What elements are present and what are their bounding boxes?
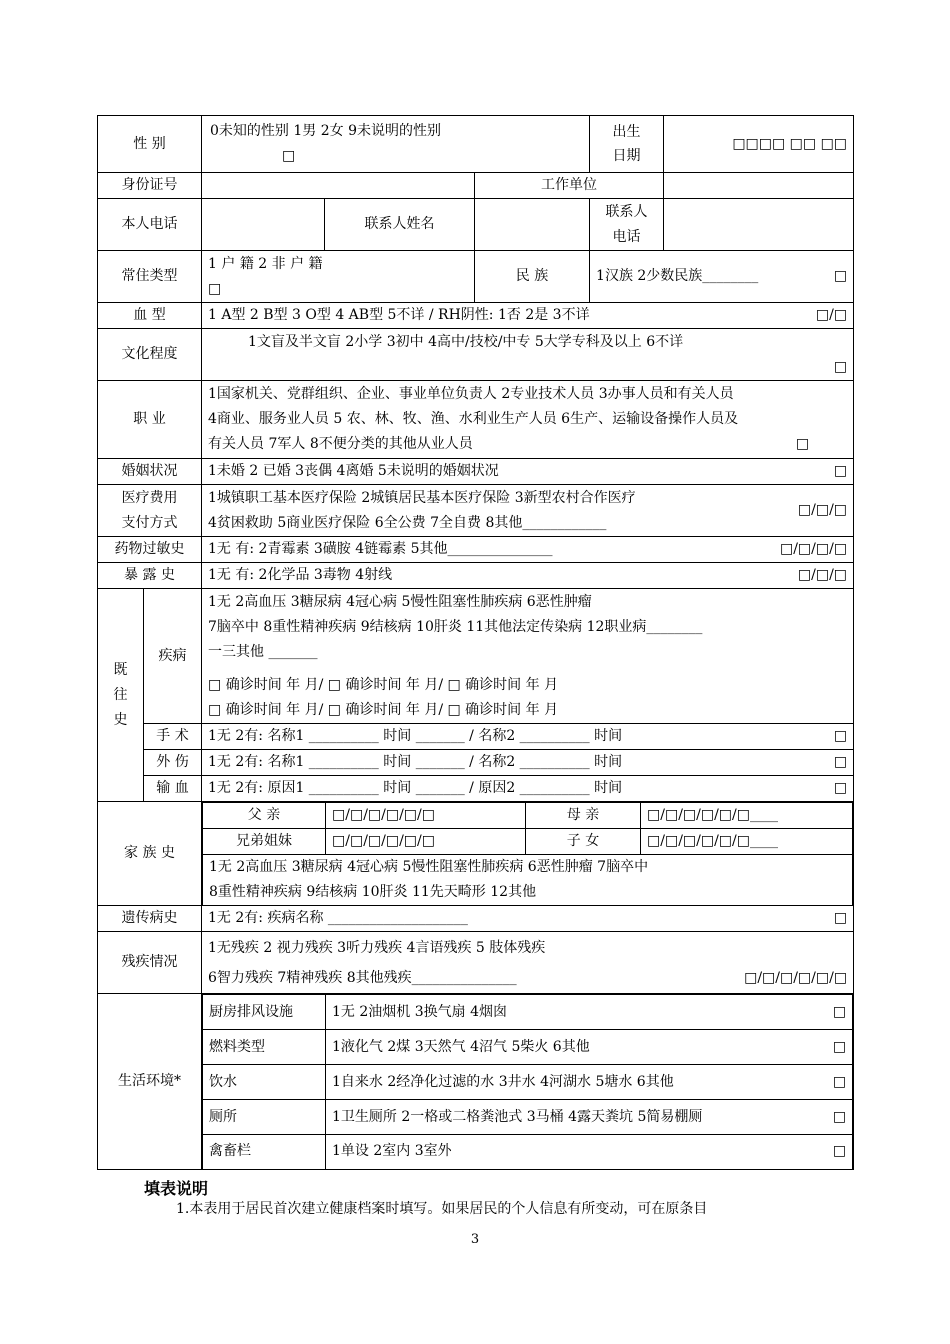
allergy-options: 1无 有: 2青霉素 3磺胺 4链霉素 5其他_______________	[208, 541, 553, 557]
surgery-row	[98, 724, 854, 750]
page-number: 3	[470, 1232, 480, 1247]
history-disease-row	[98, 589, 854, 724]
education-checkbox[interactable]: □	[833, 358, 848, 375]
education-options: 1文盲及半文盲 2小学 3初中 4高中/技校/中专 5大学专科及以上 6不详	[248, 333, 684, 350]
marital-options: 1未婚 2 已婚 3丧偶 4离婚 5未说明的婚姻状况	[208, 463, 499, 479]
injury-checkbox[interactable]: □	[833, 754, 848, 770]
history-label: 既 往 史	[98, 589, 144, 802]
transfusion-row	[98, 776, 854, 802]
blood-options: 1 A型 2 B型 3 O型 4 AB型 5不详 / RH阴性: 1否 2是 3不详	[208, 307, 590, 323]
disease-diagnosis-2[interactable]: □ 确诊时间 年 月/ □ 确诊时间 年 月/ □ 确诊时间 年 月	[208, 701, 559, 718]
genetic-options: 1无 2有: 疾病名称 ____________________	[208, 910, 468, 926]
blood-checkbox[interactable]: □/□	[815, 307, 848, 323]
blood-row	[98, 303, 854, 329]
mother-label: 母 亲	[526, 803, 641, 829]
payment-row: 医疗费用 支付方式 1城镇职工基本医疗保险 2城镇居民基本医疗保险 3新型农村合作医疗 4贫困救助 5商业医疗保险 6全公费 7全自费 8其他____________ □/□/□	[98, 485, 854, 537]
transfusion-checkbox[interactable]: □	[833, 780, 848, 796]
family-options-1: 1无 2高血压 3糖尿病 4冠心病 5慢性阻塞性肺疾病 6恶性肿瘤 7脑卒中	[209, 859, 649, 875]
contact-name-label: 联系人姓名	[325, 199, 475, 251]
ethnic-checkbox[interactable]: □	[833, 268, 848, 284]
surgery-options: 1无 2有: 名称1 __________ 时间 _______ / 名称2 __________ 时间	[208, 728, 623, 744]
notes-title: 填表说明	[144, 1179, 209, 1198]
blood-label: 血 型	[98, 303, 202, 329]
fuel-options: 1液化气 2煤 3天然气 4沼气 5柴火 6其他 □	[326, 1030, 853, 1065]
occupation-line-2: 4商业、服务业人员 5 农、林、牧、渔、水利业生产人员 6生产、运输设备操作人员及	[208, 411, 739, 427]
education-row	[98, 329, 854, 381]
mother-checkboxes[interactable]: □/□/□/□/□/□____	[641, 803, 853, 829]
phone-field[interactable]	[202, 199, 325, 251]
toilet-options: 1卫生厕所 2一格或二格粪池式 3马桶 4露天粪坑 5简易棚厕 □	[326, 1100, 853, 1135]
injury-options: 1无 2有: 名称1 __________ 时间 _______ / 名称2 __________ 时间	[208, 754, 623, 770]
genetic-label: 遗传病史	[98, 906, 202, 932]
disease-label: 疾病	[144, 589, 202, 724]
gender-options: 0未知的性别 1男 2女 9未说明的性别	[210, 123, 441, 139]
residence-label: 常住类型	[98, 251, 202, 303]
father-label: 父 亲	[203, 803, 326, 829]
family-label: 家 族 史	[98, 802, 202, 906]
notes-item-1: 1.本表用于居民首次建立健康档案时填写。如果居民的个人信息有所变动，可在原条目	[176, 1201, 708, 1217]
kitchen-checkbox[interactable]: □	[832, 1003, 847, 1020]
surgery-label: 手 术	[144, 724, 202, 750]
work-unit-field[interactable]	[664, 173, 854, 199]
marital-label: 婚姻状况	[98, 459, 202, 485]
residence-row	[98, 251, 854, 303]
payment-checkbox[interactable]: □/□/□	[797, 502, 848, 518]
contact-phone-field[interactable]	[664, 199, 854, 251]
disease-line-1: 1无 2高血压 3糖尿病 4冠心病 5慢性阻塞性肺疾病 6恶性肿瘤	[208, 593, 592, 610]
sibling-checkboxes[interactable]: □/□/□/□/□/□	[326, 829, 526, 855]
contact-name-field[interactable]	[475, 199, 590, 251]
genetic-checkbox[interactable]: □	[833, 910, 848, 926]
injury-row	[98, 750, 854, 776]
toilet-label: 厕所	[203, 1100, 326, 1135]
livestock-label: 禽畜栏	[203, 1135, 326, 1169]
exposure-options: 1无 有: 2化学品 3毒物 4射线	[208, 567, 393, 583]
disability-checkbox[interactable]: □/□/□/□/□/□	[744, 969, 848, 986]
contact-phone-label: 联系人	[605, 203, 648, 220]
gender-row: 性 别 0未知的性别 1男 2女 9未说明的性别 □ 出生 日期 □□□□ □□ □□	[98, 116, 854, 173]
disability-line-2: 6智力残疾 7精神残疾 8其他残疾_______________ □/□/□/□/□/□	[208, 963, 847, 993]
payment-label: 医疗费用	[121, 489, 178, 506]
kitchen-label: 厨房排风设施	[203, 995, 326, 1030]
kitchen-options: 1无 2油烟机 3换气扇 4烟囱 □	[326, 995, 853, 1030]
ethnic-label: 民 族	[475, 251, 590, 303]
exposure-checkbox[interactable]: □/□/□	[797, 567, 848, 583]
allergy-row	[98, 537, 854, 563]
gender-checkbox[interactable]: □	[282, 148, 296, 164]
dob-boxes[interactable]: □□□□ □□ □□	[664, 116, 854, 173]
phone-row: 本人电话 联系人姓名 联系人 电话	[98, 199, 854, 251]
fuel-checkbox[interactable]: □	[832, 1038, 847, 1055]
dob-label: 出生	[612, 124, 641, 140]
exposure-label: 暴 露 史	[98, 563, 202, 589]
toilet-checkbox[interactable]: □	[832, 1108, 847, 1125]
water-checkbox[interactable]: □	[832, 1073, 847, 1090]
disease-line-3: 一三其他 _______	[208, 643, 318, 660]
residence-checkbox[interactable]: □	[208, 280, 222, 297]
residence-options: 1 户 籍 2 非 户 籍	[208, 255, 323, 272]
disease-line-2: 7脑卒中 8重性精神疾病 9结核病 10肝炎 11其他法定传染病 12职业病________	[208, 618, 703, 635]
marital-checkbox[interactable]: □	[833, 463, 848, 479]
child-checkboxes[interactable]: □/□/□/□/□/□____	[641, 829, 853, 855]
genetic-row	[98, 906, 854, 932]
child-label: 子 女	[526, 829, 641, 855]
living-label: 生活环境*	[98, 994, 202, 1170]
disability-label: 残疾情况	[98, 932, 202, 994]
disease-diagnosis-1[interactable]: □ 确诊时间 年 月/ □ 确诊时间 年 月/ □ 确诊时间 年 月	[208, 676, 559, 693]
occupation-row	[98, 381, 854, 459]
payment-line-1: 1城镇职工基本医疗保险 2城镇居民基本医疗保险 3新型农村合作医疗	[208, 489, 636, 506]
disability-line-1: 1无残疾 2 视力残疾 3听力残疾 4言语残疾 5 肢体残疾	[208, 939, 546, 956]
ethnic-options: 1汉族 2少数民族________	[596, 268, 759, 284]
disability-row	[98, 932, 854, 994]
transfusion-options: 1无 2有: 原因1 __________ 时间 _______ / 原因2 __________ 时间	[208, 780, 623, 796]
phone-label: 本人电话	[98, 199, 202, 251]
id-row	[98, 173, 854, 199]
fuel-label: 燃料类型	[203, 1030, 326, 1065]
gender-label: 性 别	[98, 116, 202, 173]
education-label: 文化程度	[98, 329, 202, 381]
living-row	[98, 994, 854, 1170]
family-row	[98, 802, 854, 906]
id-label: 身份证号	[98, 173, 202, 199]
injury-label: 外 伤	[144, 750, 202, 776]
exposure-row	[98, 563, 854, 589]
allergy-checkbox[interactable]: □/□/□/□	[779, 541, 848, 557]
resident-info-form	[97, 115, 854, 1170]
occupation-line-3: 有关人员 7军人 8不便分类的其他从业人员 □	[208, 432, 847, 457]
occupation-line-1: 1国家机关、党群组织、企业、事业单位负责人 2专业技术人员 3办事人员和有关人员	[208, 386, 734, 402]
work-unit-label: 工作单位	[475, 173, 664, 199]
water-options: 1自来水 2经净化过滤的水 3井水 4河湖水 5塘水 6其他 □	[326, 1065, 853, 1100]
payment-line-2: 4贫困救助 5商业医疗保险 6全公费 7全自费 8其他____________	[208, 514, 607, 531]
surgery-checkbox[interactable]: □	[833, 728, 848, 744]
livestock-checkbox[interactable]: □	[832, 1143, 847, 1160]
father-checkboxes[interactable]: □/□/□/□/□/□	[326, 803, 526, 829]
water-label: 饮水	[203, 1065, 326, 1100]
family-options-2: 8重性精神疾病 9结核病 10肝炎 11先天畸形 12其他	[209, 884, 537, 900]
occupation-checkbox[interactable]: □	[795, 436, 810, 452]
livestock-options: 1单设 2室内 3室外 □	[326, 1135, 853, 1169]
transfusion-label: 输 血	[144, 776, 202, 802]
occupation-label: 职 业	[98, 381, 202, 459]
marital-row	[98, 459, 854, 485]
id-field[interactable]	[202, 173, 475, 199]
allergy-label: 药物过敏史	[98, 537, 202, 563]
sibling-label: 兄弟姐妹	[203, 829, 326, 855]
